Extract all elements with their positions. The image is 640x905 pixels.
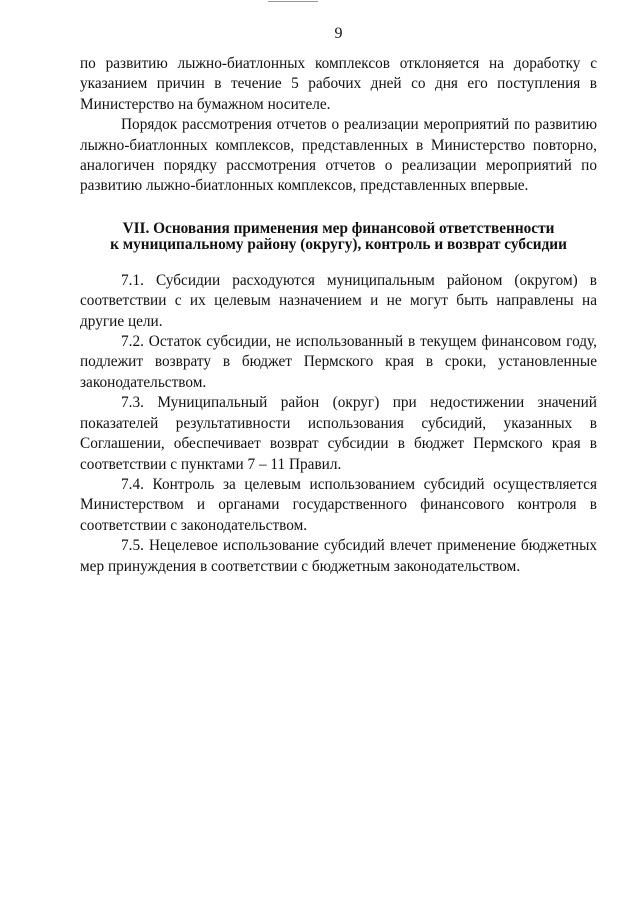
clause-7-2: 7.2. Остаток субсидии, не использованный в текущем финансовом году, подлежит возврату в бюджет Пермского края в сроки, установленные законодательством. [80, 333, 597, 391]
section-heading [80, 221, 597, 253]
page-number: 9 [334, 25, 343, 42]
document-page [80, 24, 597, 577]
clause-7-3: 7.3. Муниципальный район (округ) при недостижении значений показателей результативности использования субсидий, указанных в Соглашении, обеспечивает возврат субсидии в бюджет Пермского края в соответствии с пунктами 7 – 11 Правил. [80, 394, 597, 473]
section-heading-line-2: к муниципальному району (округу), контроль и возврат субсидии [110, 235, 567, 253]
clause-7-4: 7.4. Контроль за целевым использованием субсидий осуществляется Министерством и органами государственного финансового контроля в соответствии с законодательством. [80, 475, 597, 534]
scan-top-rule [268, 1, 318, 2]
intro-paragraph-1: по развитию лыжно-биатлонных комплексов отклоняется на доработку с указанием причин в течение 5 рабочих дней со дня его поступления в Министерство на бумажном носителе. [80, 55, 597, 113]
intro-paragraph-2: Порядок рассмотрения отчетов о реализации мероприятий по развитию лыжно-биатлонных комплексов, представленных в Министерство повторно, аналогичен порядку рассмотрения отчетов о реализации мероприятий по развитию лыжно-биатлонных комплексов, представленных впервые. [80, 116, 597, 195]
section-heading-line-1: VII. Основания применения мер финансовой ответственности [122, 219, 555, 237]
clause-7-5: 7.5. Нецелевое использование субсидий влечет применение бюджетных мер принуждения в соответствии с бюджетным законодательством. [80, 537, 597, 575]
clause-7-1: 7.1. Субсидии расходуются муниципальным районом (округом) в соответствии с их целевым назначением и не могут быть направлены на другие цели. [80, 271, 597, 330]
